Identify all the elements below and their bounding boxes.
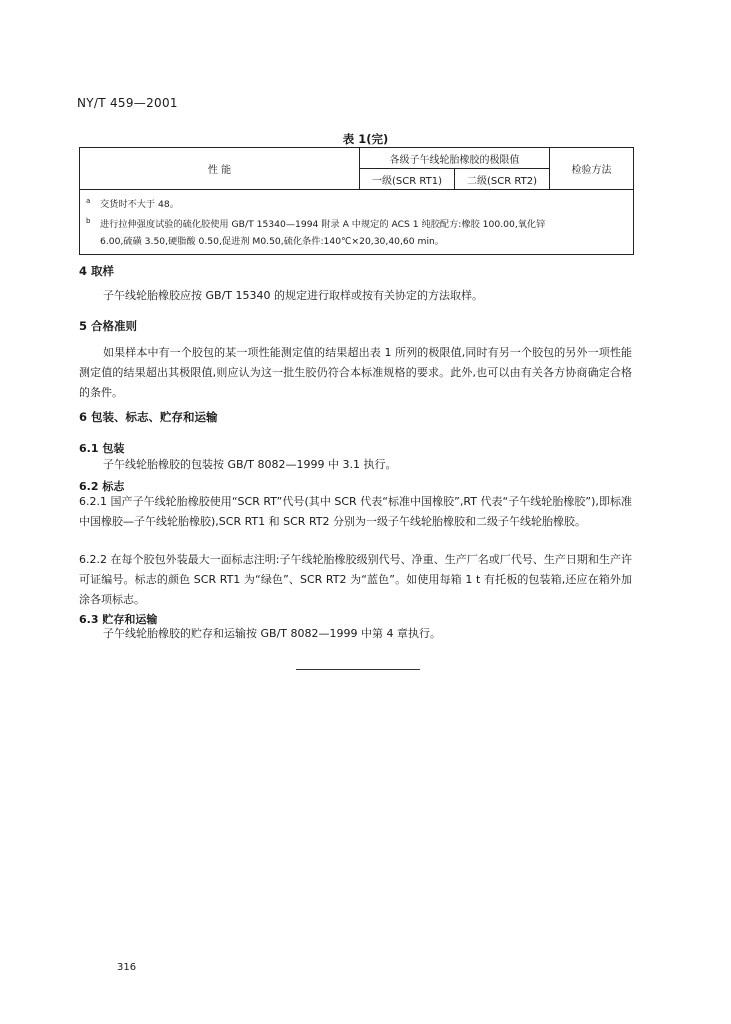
header-grade2: 二级(SCR RT2) (455, 169, 550, 190)
header-limit-group: 各级子午线轮胎橡胶的极限值 (360, 148, 550, 169)
section-6-1-text: 子午线轮胎橡胶的包装按 GB/T 8082—1999 中 3.1 执行。 (103, 458, 397, 471)
section-6-1-title: 6.1 包装 (79, 442, 125, 455)
footnote-b (86, 213, 627, 233)
section-6-3-title: 6.3 贮存和运输 (79, 613, 158, 626)
end-rule (296, 669, 420, 670)
section-5-title: 5 合格准则 (79, 319, 138, 333)
header-property: 性 能 (80, 148, 360, 190)
section-6-3-text: 子午线轮胎橡胶的贮存和运输按 GB/T 8082—1999 中第 4 章执行。 (103, 627, 441, 640)
table-caption: 表 1(完) (342, 132, 389, 146)
section-4-title: 4 取样 (79, 264, 115, 278)
section-6-2-2-text: 6.2.2 在每个胶包外装最大一面标志注明:子午线轮胎橡胶级别代号、净重、生产厂名或厂代号、生产日期和生产许可证编号。标志的颜色 SCR RT1 为“绿色”、SCR RT2 为“蓝色”。如使用每箱 1 t 有托板的包装箱,还应在箱外加涂各项标志。 (79, 553, 632, 606)
table-footnotes (80, 190, 634, 255)
properties-table (79, 147, 634, 255)
standard-code: NY/T 459—2001 (77, 96, 178, 110)
section-5-text: 如果样本中有一个胶包的某一项性能测定值的结果超出表 1 所列的极限值,同时有另一个胶包的另外一项性能测定值的结果超出其极限值,则应认为这一批生胶仍符合本标准规格的要求。此外,也可以由有关各方协商确定合格的条件。 (79, 346, 632, 399)
footnote-a (86, 193, 627, 213)
footnote-b-continuation: 6.00,硫磺 3.50,硬脂酸 0.50,促进剂 M0.50,硫化条件:140℃×20,30,40,60 min。 (100, 236, 445, 248)
section-6-2-1-text: 6.2.1 国产子午线轮胎橡胶使用“SCR RT”代号(其中 SCR 代表“标准中国橡胶”,RT 代表“子午线轮胎橡胶”),即标准中国橡胶—子午线轮胎橡胶),SCR RT1 和 SCR RT2 分别为一级子午线轮胎橡胶和二级子午线轮胎橡胶。 (79, 495, 632, 528)
footnote-a-text: 交货时不大于 48。 (100, 199, 179, 211)
header-grade1: 一级(SCR RT1) (360, 169, 455, 190)
section-6-title: 6 包装、标志、贮存和运输 (79, 410, 218, 424)
section-4-text: 子午线轮胎橡胶应按 GB/T 15340 的规定进行取样或按有关协定的方法取样。 (103, 289, 483, 302)
page-number: 316 (117, 962, 137, 973)
footnote-b-text-1: 进行拉伸强度试验的硫化胶使用 GB/T 15340—1994 附录 A 中规定的 ACS 1 纯胶配方:橡胶 100.00,氧化锌 (100, 219, 546, 231)
section-6-2-title: 6.2 标志 (79, 480, 125, 493)
footnote-b-mark: b (86, 217, 91, 226)
header-test-method: 检验方法 (550, 148, 634, 190)
footnote-a-mark: a (86, 197, 91, 205)
